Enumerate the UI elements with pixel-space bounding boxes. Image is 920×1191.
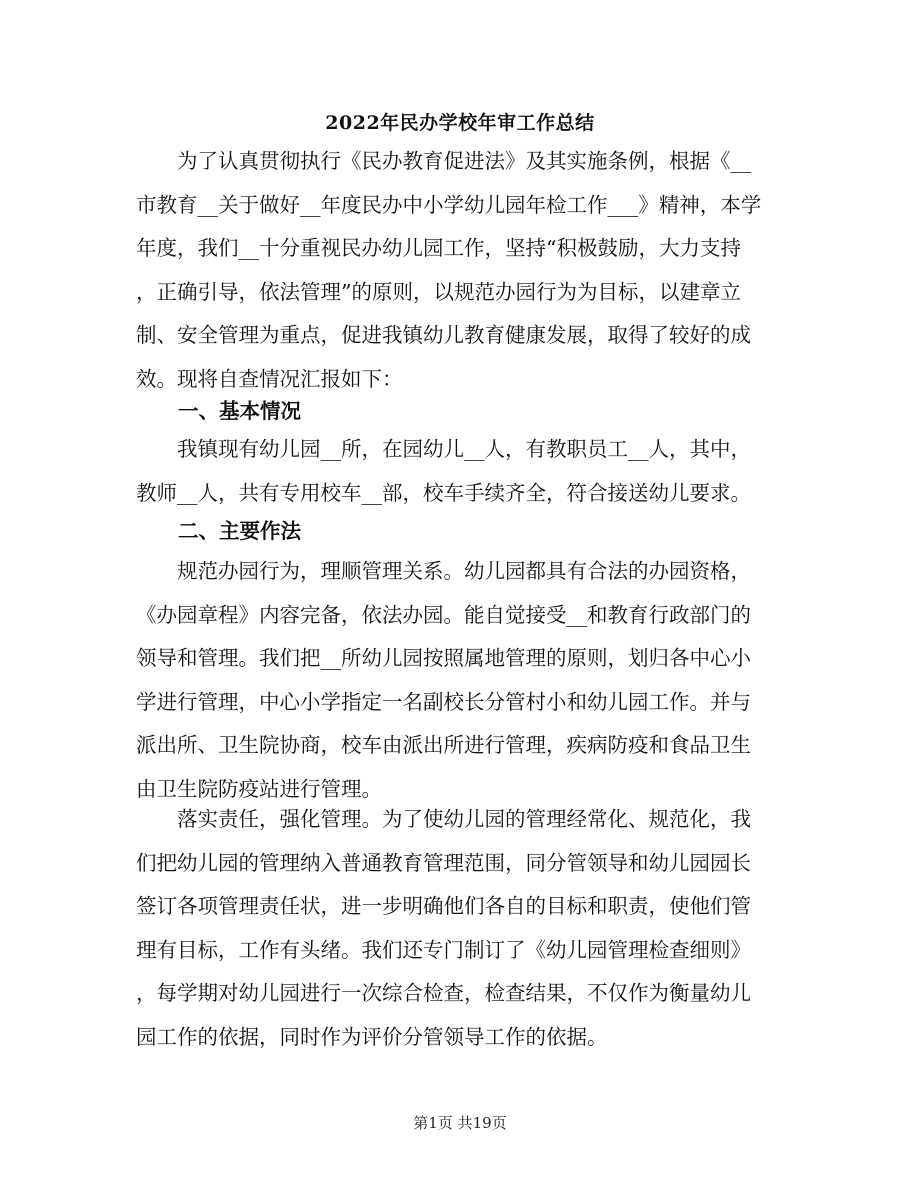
- text-line: 领导和管理。我们把__所幼儿园按照属地管理的原则，划归各中心小: [136, 646, 751, 671]
- text-line: 们把幼儿园的管理纳入普通教育管理范围，同分管领导和幼儿园园长: [136, 850, 751, 875]
- section-heading-methods: 二、主要作法: [178, 519, 301, 543]
- section3-paragraph: [136, 798, 784, 1060]
- text-line: 我镇现有幼儿园__所，在园幼儿__人，有教职员工__人，其中，: [136, 437, 751, 461]
- text-line: 教师__人，共有专用校车__部，校车手续齐全，符合接送幼儿要求。: [136, 480, 751, 505]
- text-line: 落实责任，强化管理。为了使幼儿园的管理经常化、规范化，我: [136, 807, 751, 831]
- text-line: 理有目标，工作有头绪。我们还专门制订了《幼儿园管理检查细则》: [136, 937, 751, 962]
- text-line: 学进行管理，中心小学指定一名副校长分管村小和幼儿园工作。并与: [136, 689, 751, 714]
- text-line: 由卫生院防疫站进行管理。: [136, 776, 382, 801]
- section-heading-basic: 一、基本情况: [178, 399, 301, 423]
- text-line: 市教育__关于做好__年度民办中小学幼儿园年检工作___》精神，本学: [136, 192, 762, 217]
- text-line: 效。现将自查情况汇报如下：: [136, 366, 403, 391]
- text-line: 规范办园行为，理顺管理关系。幼儿园都具有合法的办园资格，: [136, 559, 751, 583]
- text-line: 签订各项管理责任状，进一步明确他们各自的目标和职责，使他们管: [136, 894, 751, 919]
- text-line: ，每学期对幼儿园进行一次综合检查，检查结果，不仅作为衡量幼儿: [136, 981, 751, 1006]
- section2-paragraph: [136, 550, 784, 812]
- text-line: ，正确引导，依法管理”的原则，以规范办园行为为目标，以建章立: [136, 279, 741, 304]
- text-line: 《办园章程》内容完备，依法办园。能自觉接受__和教育行政部门的: [136, 602, 751, 627]
- section1-paragraph: [136, 428, 784, 515]
- text-line: 为了认真贯彻执行《民办教育促进法》及其实施条例，根据《__: [136, 149, 751, 173]
- text-line: 园工作的依据，同时作为评价分管领导工作的依据。: [136, 1024, 608, 1049]
- text-line: 制、安全管理为重点，促进我镇幼儿教育健康发展，取得了较好的成: [136, 323, 751, 348]
- document-title: 2022年民办学校年审工作总结: [325, 112, 595, 134]
- text-line: 派出所、卫生院协商，校车由派出所进行管理，疾病防疫和食品卫生: [136, 733, 751, 758]
- intro-paragraph: [136, 140, 784, 402]
- page-number-footer: 第1页 共19页: [413, 1114, 507, 1132]
- text-line: 年度，我们__十分重视民办幼儿园工作，坚持“积极鼓励，大力支持: [136, 236, 741, 261]
